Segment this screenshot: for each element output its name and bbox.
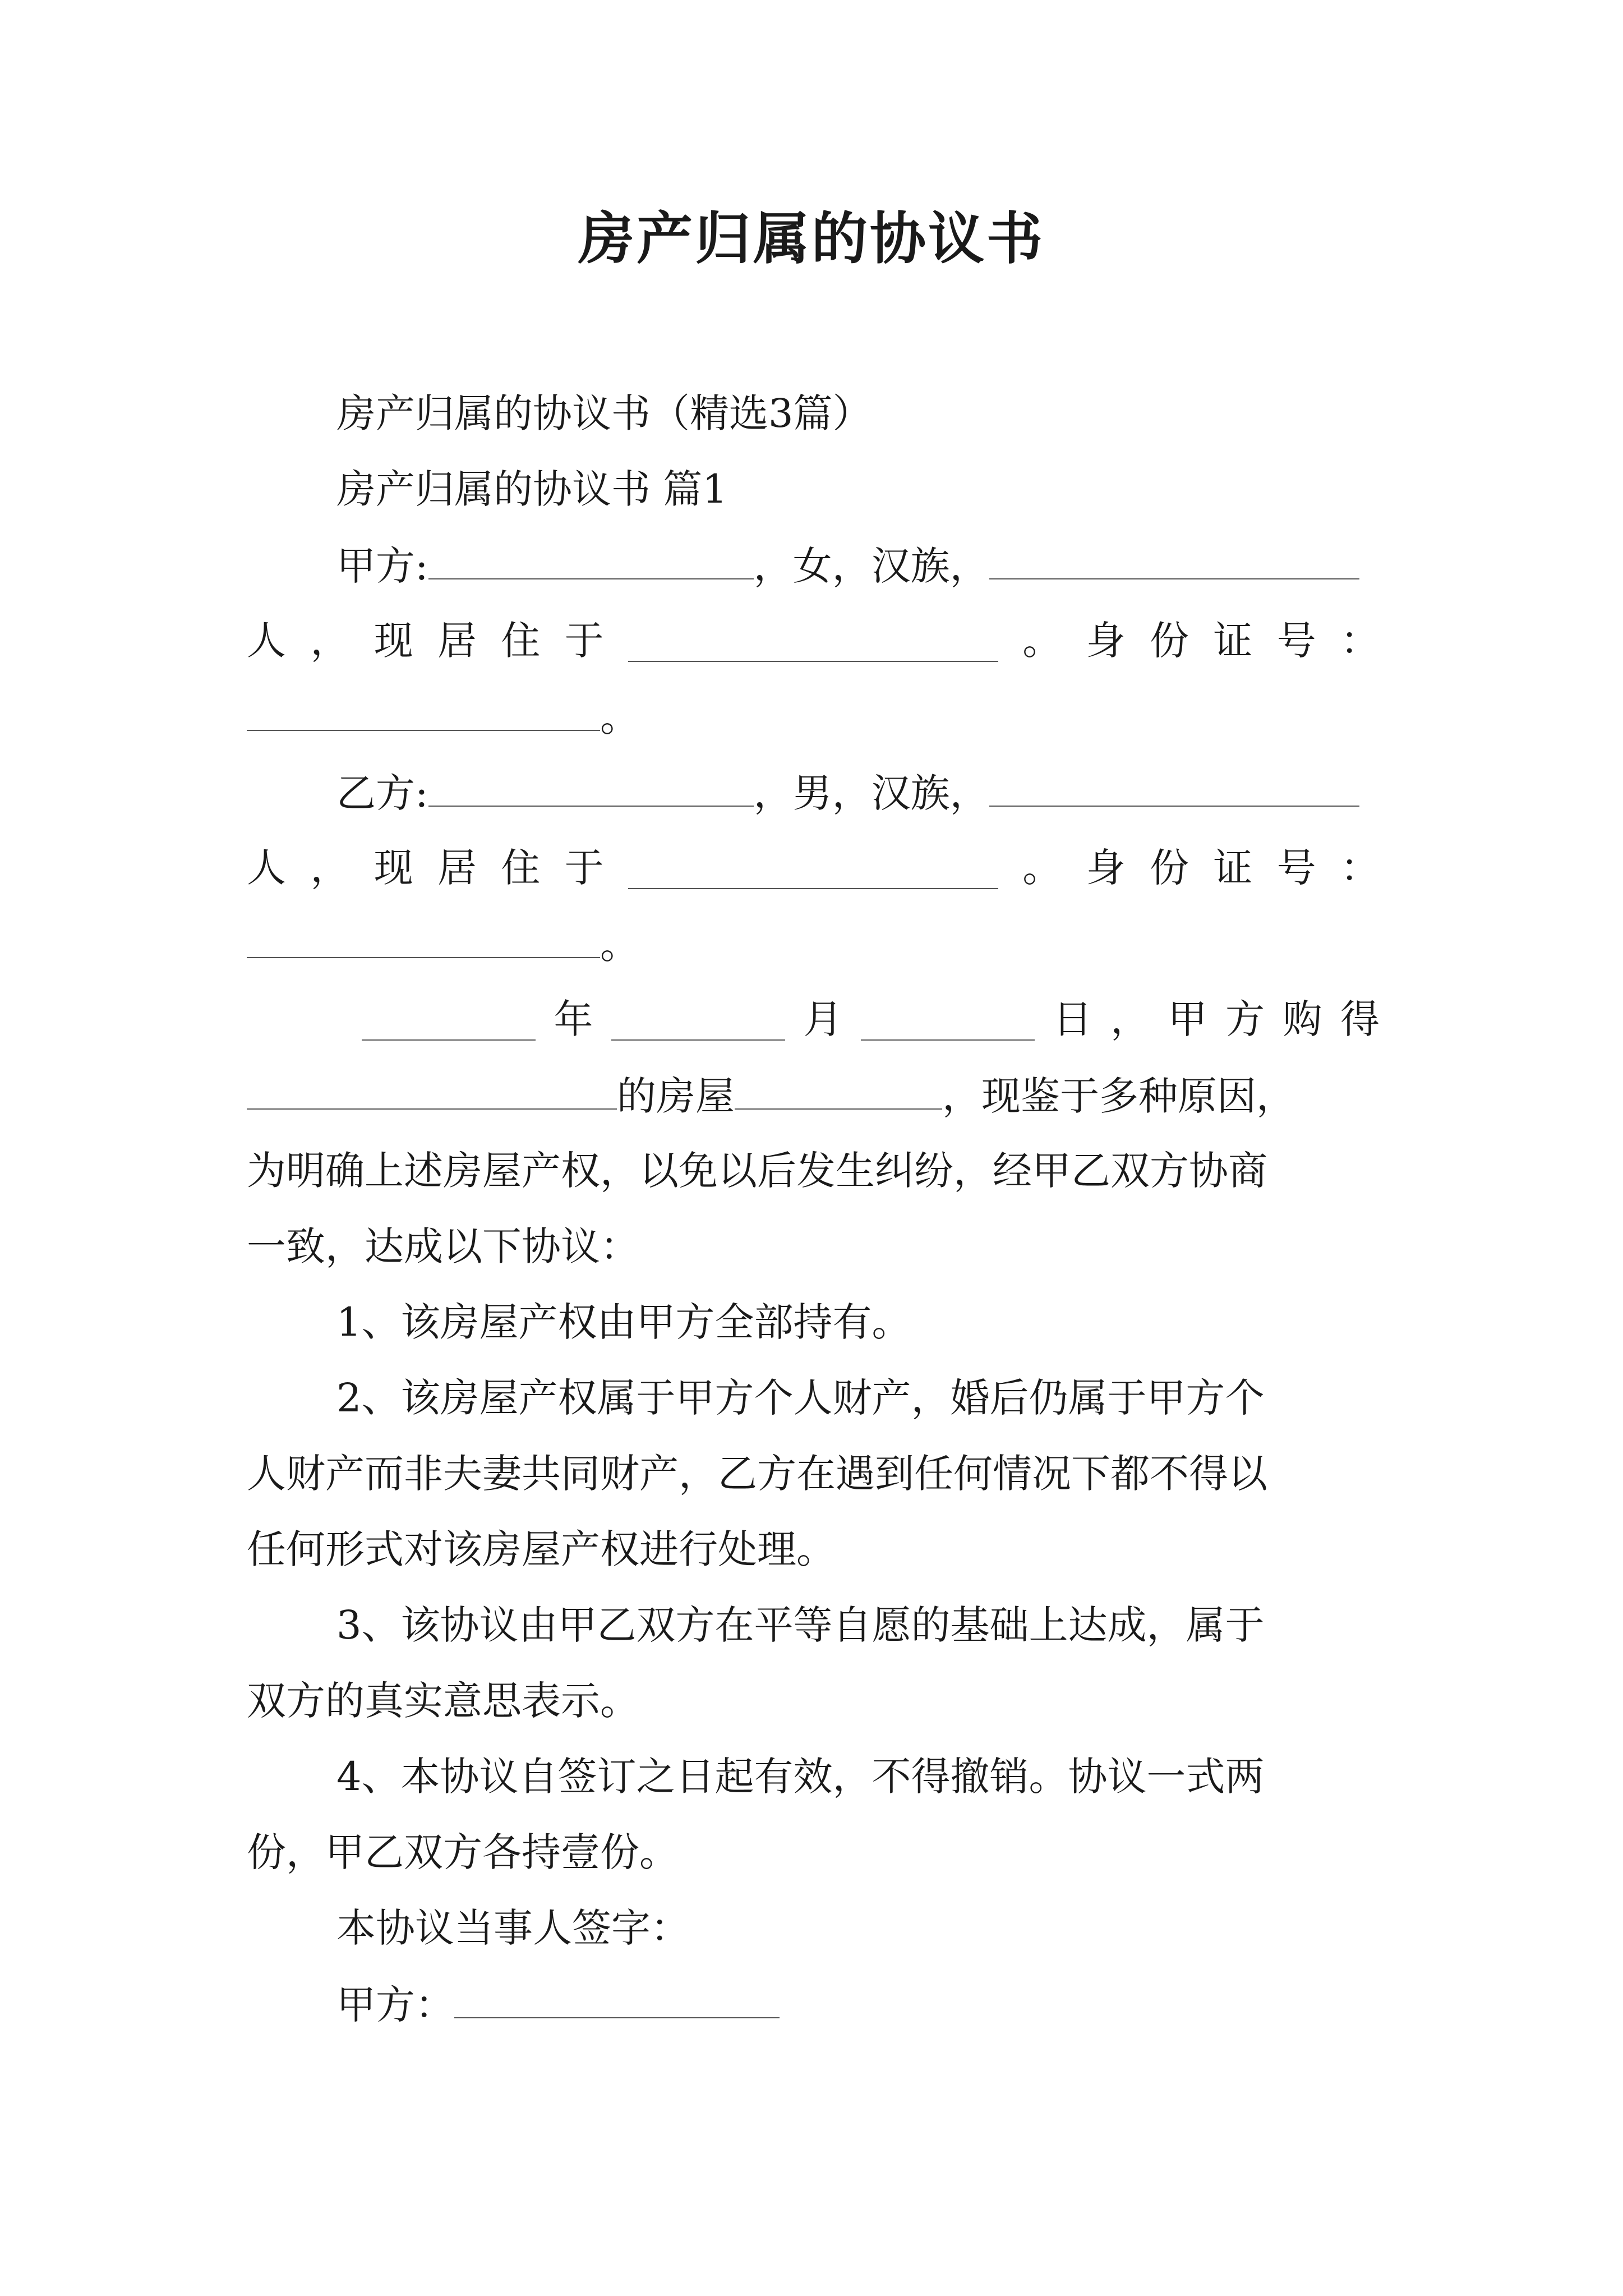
party-a-line-1 <box>336 537 1380 593</box>
day-blank[interactable] <box>861 998 1035 1041</box>
text-char: 居 <box>437 845 477 891</box>
party-b-gender: ，男，汉族， <box>753 770 989 816</box>
text-char: ， <box>310 618 350 664</box>
text-char: 年 <box>554 996 593 1042</box>
house-detail-blank[interactable] <box>735 1067 942 1110</box>
party-b-origin-blank[interactable] <box>989 764 1359 807</box>
text-char: 月 <box>803 996 843 1042</box>
house-label: 的房屋 <box>617 1073 735 1119</box>
month-blank[interactable] <box>611 998 785 1041</box>
text-char: 。 <box>1022 845 1062 891</box>
party-a-gender: ，女，汉族， <box>753 543 989 589</box>
text-char: 住 <box>501 845 541 891</box>
text-char: 份 <box>1149 845 1189 891</box>
clause-3-cont: 双方的真实意思表示。 <box>247 1678 639 1724</box>
party-b-label: 乙方: <box>336 770 428 816</box>
text-char: 份 <box>1149 618 1189 664</box>
reason-text: ，现鉴于多种原因， <box>942 1073 1295 1119</box>
party-a-id-blank[interactable] <box>247 688 600 731</box>
subtitle: 房产归属的协议书（精选3篇） <box>336 390 872 436</box>
paragraph-line: 为明确上述房屋产权，以免以后发生纠纷，经甲乙双方协商 <box>247 1148 1267 1194</box>
signature-intro: 本协议当事人签字： <box>336 1905 690 1951</box>
party-a-line-3 <box>247 688 1380 744</box>
clause-3: 3、该协议由甲乙双方在平等自愿的基础上达成，属于 <box>336 1602 1265 1648</box>
document-title: 房产归属的协议书 <box>578 205 1045 272</box>
clause-2-cont: 人财产而非夫妻共同财产，乙方在遇到任何情况下都不得以 <box>247 1451 1267 1497</box>
text-char: 身 <box>1086 845 1126 891</box>
text-char: 。 <box>1022 618 1062 664</box>
party-a-name-blank[interactable] <box>428 537 754 579</box>
text-char: 。 <box>600 694 639 740</box>
text-char: 证 <box>1213 845 1253 891</box>
text-char: 购 <box>1283 996 1322 1042</box>
year-blank[interactable] <box>362 998 536 1041</box>
clause-4-cont: 份，甲乙双方各持壹份。 <box>247 1829 679 1875</box>
text-char: 方 <box>1225 996 1265 1042</box>
text-char: 人 <box>247 618 286 664</box>
house-location-blank[interactable] <box>247 1067 617 1110</box>
party-b-id-blank[interactable] <box>247 915 600 958</box>
text-char: ， <box>1110 996 1150 1042</box>
date-line <box>362 991 1380 1047</box>
party-b-line-2 <box>247 840 1380 896</box>
text-char: 号 <box>1276 618 1316 664</box>
text-char: 居 <box>437 618 477 664</box>
text-char: 得 <box>1340 996 1380 1042</box>
party-b-address-blank[interactable] <box>628 846 998 889</box>
party-a-address-blank[interactable] <box>628 619 998 662</box>
signature-a-label: 甲方： <box>336 1982 454 2028</box>
paragraph-line: 一致，达成以下协议： <box>247 1223 639 1269</box>
text-char: ： <box>1340 618 1380 664</box>
party-b-line-1 <box>336 764 1380 820</box>
text-char: 日 <box>1053 996 1092 1042</box>
clause-4: 4、本协议自签订之日起有效，不得撤销。协议一式两 <box>336 1754 1265 1800</box>
text-char: 号 <box>1276 845 1316 891</box>
party-a-origin-blank[interactable] <box>989 537 1359 579</box>
party-a-line-2 <box>247 613 1380 669</box>
signature-a-blank[interactable] <box>454 1976 780 2018</box>
text-char: 人 <box>247 845 286 891</box>
text-char: ， <box>310 845 350 891</box>
text-char: 住 <box>501 618 541 664</box>
text-char: 于 <box>564 618 604 664</box>
signature-party-a <box>336 1976 1380 2032</box>
text-char: 。 <box>600 922 639 968</box>
party-b-name-blank[interactable] <box>428 764 754 807</box>
clause-1: 1、该房屋产权由甲方全部持有。 <box>336 1299 911 1345</box>
party-b-line-3 <box>247 915 1380 972</box>
party-a-label: 甲方: <box>336 543 428 589</box>
clause-2-cont: 任何形式对该房屋产权进行处理。 <box>247 1526 836 1572</box>
text-char: 身 <box>1086 618 1126 664</box>
text-char: 于 <box>564 845 604 891</box>
text-char: 现 <box>374 618 413 664</box>
text-char: 甲 <box>1168 996 1207 1042</box>
text-char: ： <box>1340 845 1380 891</box>
house-line <box>247 1067 1380 1123</box>
clause-2: 2、该房屋产权属于甲方个人财产，婚后仍属于甲方个 <box>336 1375 1265 1421</box>
section-heading: 房产归属的协议书 篇1 <box>336 466 727 512</box>
text-char: 证 <box>1213 618 1253 664</box>
text-char: 现 <box>374 845 413 891</box>
